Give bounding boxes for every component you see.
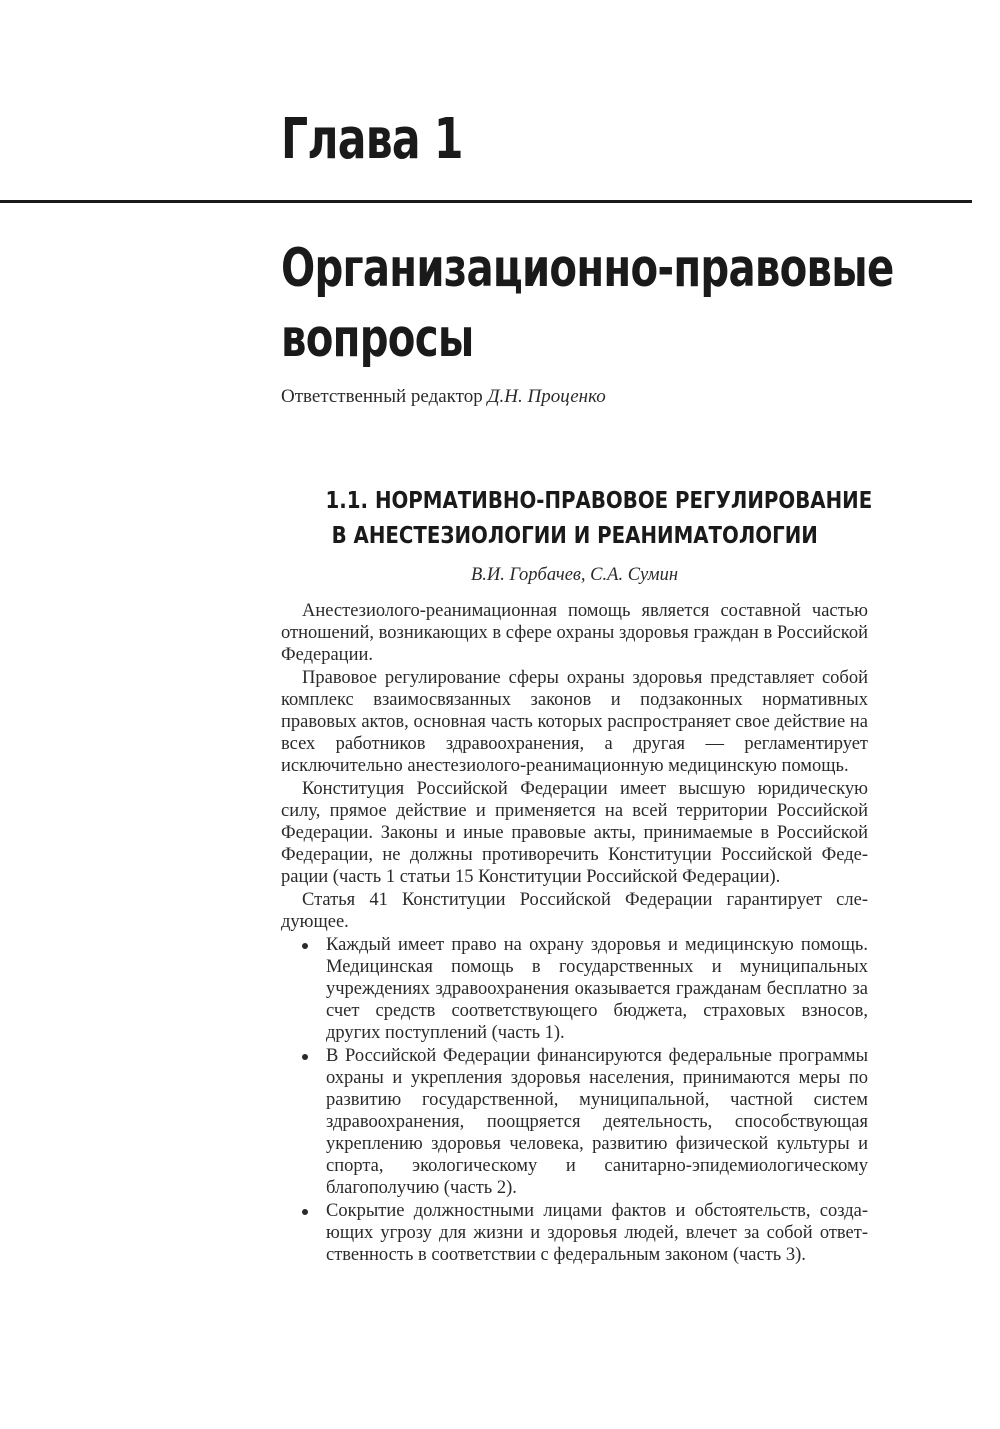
list-item	[281, 934, 868, 1044]
editor-name: Д.Н. Проценко	[487, 386, 606, 407]
body-text	[281, 600, 868, 1267]
editor-prefix: Ответственный редактор	[281, 386, 488, 407]
chapter-divider	[0, 200, 972, 203]
responsible-editor	[281, 384, 606, 410]
list-item-text: В Российской Федерации финансируются федеральные программы охраны и укрепления здоровья населения, принимаются меры по развитию государственной, муниципальной, частной систем здравоохранения, поощряется деятельность, способствующая укреплению здоровья человека, развитию физической культуры и спорта, экологическому и санитарно-эпидемиологическому благополучию (часть 2).	[326, 1046, 868, 1198]
constitution-article-41-list	[281, 934, 868, 1266]
paragraph: Правовое регулирование сферы охраны здоровья представляет собой комплекс взаимосвязанных законов и подзаконных нормативных правовых актов, основная часть которых распространяет свое действие на всех работников здравоохранения, а другая — регламентирует исключительно анестезиолого-реанимационную медицинскую помощь.	[281, 668, 868, 776]
paragraph: Анестезиолого-реанимационная помощь является составной частью отношений, возникающих в сфере охраны здоровья граждан в Российской Федерации.	[281, 601, 868, 665]
chapter-title-line-2: вопросы	[281, 308, 474, 369]
section-heading-line-2: В АНЕСТЕЗИОЛОГИИ И РЕАНИМАТОЛОГИИ	[331, 523, 818, 549]
chapter-title-line-1: Организационно-правовые	[281, 238, 894, 299]
paragraph: Статья 41 Конституции Российской Федерации гарантирует следующее.	[281, 890, 868, 932]
section-heading	[281, 484, 873, 554]
bullet-icon	[302, 943, 308, 949]
chapter-label: Глава 1	[281, 107, 463, 172]
chapter-title	[281, 234, 894, 374]
bullet-icon	[302, 1209, 308, 1215]
bullet-icon	[302, 1054, 308, 1060]
paragraph: Конституция Российской Федерации имеет высшую юридическую силу, прямое действие и применяется на всей территории Российской Федерации. Законы и иные правовые акты, принимаемые в Российской Федерации, не должны противоречить Конституции Российской Федерации (часть 1 статьи 15 Конституции Российской Федерации).	[281, 779, 868, 887]
list-item	[281, 1200, 868, 1266]
section-heading-line-1: 1.1. НОРМАТИВНО-ПРАВОВОЕ РЕГУЛИРОВАНИЕ	[325, 488, 873, 514]
list-item-text: Сокрытие должностными лицами фактов и обстоятельств, создающих угрозу для жизни и здоровья людей, влечет за собой ответственность в соответствии с федеральным законом (часть 3).	[326, 1201, 868, 1265]
section-authors: В.И. Горбачев, С.А. Сумин	[470, 565, 679, 585]
list-item	[281, 1045, 868, 1199]
list-item-text: Каждый имеет право на охрану здоровья и медицинскую помощь. Медицинская помощь в государственных и муниципальных учреждениях здравоохранения оказывается гражданам бесплатно за счет средств соответствующего бюджета, страховых взносов, других поступлений (часть 1).	[326, 935, 868, 1043]
